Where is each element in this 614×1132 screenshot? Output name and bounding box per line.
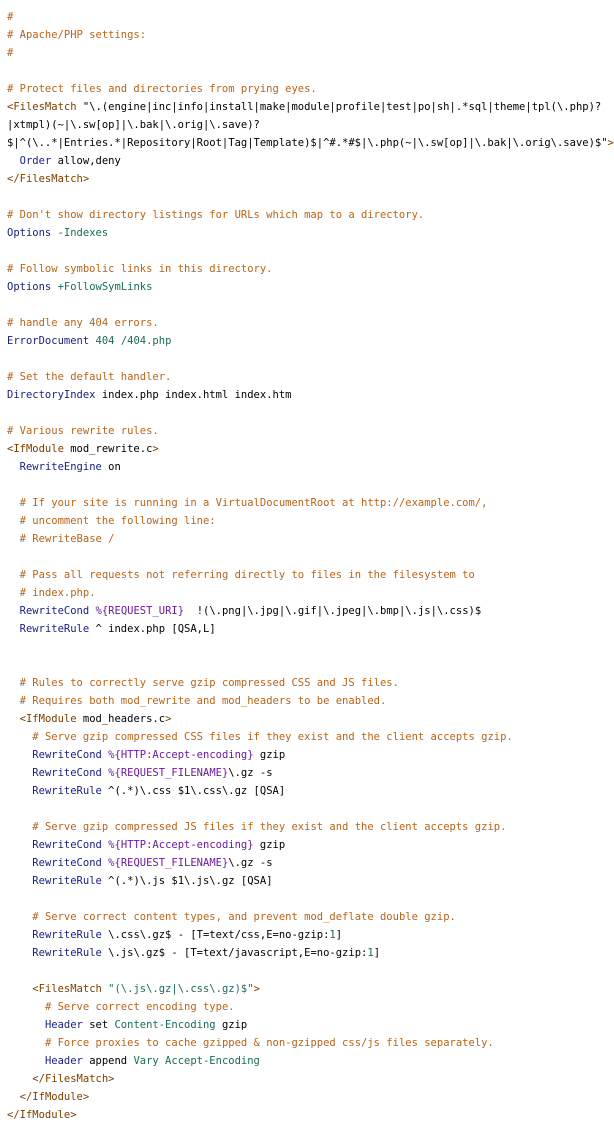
code-line (7, 638, 600, 656)
code-line (7, 998, 600, 1016)
code-token-comment: # Serve gzip compressed CSS files if they exist and the client accepts gzip. (32, 731, 513, 743)
code-token-text (7, 875, 32, 887)
code-line (7, 836, 600, 854)
code-token-value: +FollowSymLinks (57, 281, 153, 293)
code-line (7, 908, 600, 926)
code-token-text (7, 839, 32, 851)
code-token-directive: DirectoryIndex (7, 389, 96, 401)
code-token-text (7, 1019, 45, 1031)
code-token-text (7, 911, 32, 923)
code-token-comment: # Set the default handler. (7, 371, 172, 383)
code-token-text: on (101, 461, 121, 473)
code-token-text: \.css\.gz$ - [T=text/css,E=no-gzip: (101, 929, 330, 941)
code-token-text (7, 533, 20, 545)
code-token-text (7, 713, 20, 725)
code-line (7, 422, 600, 440)
code-line (7, 296, 600, 314)
code-line (7, 188, 600, 206)
code-line (7, 1016, 600, 1034)
code-token-comment: # Pass all requests not referring directly to files in the filesystem to (19, 569, 475, 581)
code-token-text (7, 605, 20, 617)
code-token-text: index.php index.html index.htm (95, 389, 292, 401)
code-line (7, 368, 600, 386)
code-line (7, 206, 600, 224)
code-token-text (7, 695, 20, 707)
code-token-tag: <IfModule (7, 443, 71, 455)
code-token-directive: RewriteCond (32, 857, 102, 869)
code-line (7, 872, 600, 890)
code-token-text: \.gz -s (228, 857, 273, 869)
code-line (7, 260, 600, 278)
code-token-text (7, 857, 32, 869)
code-line (7, 440, 600, 458)
code-line (7, 26, 600, 44)
code-token-text: gzip (253, 749, 286, 761)
code-token-comment: # handle any 404 errors. (7, 317, 159, 329)
code-line (7, 764, 600, 782)
code-line (7, 1088, 600, 1106)
code-line (7, 980, 600, 998)
code-line (7, 404, 600, 422)
code-token-comment: # RewriteBase / (19, 533, 115, 545)
code-line (7, 584, 600, 602)
code-token-text: gzip (253, 839, 286, 851)
code-token-text: set (82, 1019, 115, 1031)
code-line (7, 854, 600, 872)
code-token-comment: # uncomment the following line: (19, 515, 216, 527)
code-line (7, 800, 600, 818)
code-token-text (7, 1037, 45, 1049)
code-token-comment: # Apache/PHP settings: (7, 29, 147, 41)
code-token-text (7, 767, 32, 779)
code-token-var: %{HTTP:Accept-encoding} (108, 839, 254, 851)
code-token-text: \.js\.gz$ - [T=text/javascript,E=no-gzip: (101, 947, 368, 959)
code-token-tag: </IfModule> (7, 1109, 77, 1121)
code-line (7, 8, 600, 26)
code-line (7, 170, 600, 188)
code-token-text (7, 821, 32, 833)
code-token-text: append (82, 1055, 134, 1067)
code-token-comment: # Various rewrite rules. (7, 425, 159, 437)
code-token-text (7, 677, 20, 689)
code-line (7, 602, 600, 620)
code-token-tag: </IfModule> (19, 1091, 90, 1103)
code-line (7, 278, 600, 296)
code-line (7, 98, 600, 116)
code-line (7, 1070, 600, 1088)
code-token-directive: ErrorDocument (7, 335, 90, 347)
code-token-text (7, 1091, 20, 1103)
code-line (7, 242, 600, 260)
code-line (7, 116, 600, 134)
code-token-text (7, 929, 32, 941)
code-line (7, 710, 600, 728)
code-line (7, 746, 600, 764)
code-token-text (7, 785, 32, 797)
code-line (7, 674, 600, 692)
code-token-text (7, 749, 32, 761)
code-token-text (7, 1073, 32, 1085)
code-token-text: ] (335, 929, 343, 941)
code-token-value: 404 (95, 335, 115, 347)
code-line (7, 134, 614, 152)
code-line (7, 566, 600, 584)
code-line (7, 728, 600, 746)
code-line (7, 350, 600, 368)
code-token-text: mod_headers.c (82, 713, 166, 725)
code-token-tag: <IfModule (19, 713, 83, 725)
code-line (7, 332, 600, 350)
code-token-value: /404.php (120, 335, 172, 347)
code-token-directive: Header (44, 1019, 83, 1031)
code-token-directive: Order (19, 155, 52, 167)
code-token-directive: Options (7, 227, 52, 239)
code-token-text: |xtmpl)(~|\.sw[op]|\.bak|\.orig|\.save)? (7, 119, 260, 131)
code-token-var: %{REQUEST_FILENAME} (108, 857, 229, 869)
code-token-text: [QSA,L] (171, 623, 216, 635)
code-token-value: 1 (367, 947, 374, 959)
code-token-tag: </FilesMatch> (32, 1073, 115, 1085)
code-token-value: Vary Accept-Encoding (133, 1055, 260, 1067)
code-line (7, 80, 600, 98)
code-token-text (7, 461, 20, 473)
code-token-directive: RewriteCond (19, 605, 90, 617)
code-token-text: "\.(engine|inc|info|install|make|module|profile|test|po|sh|.*sql|theme|tpl(\.php)? (82, 101, 602, 113)
code-token-text (7, 1001, 45, 1013)
code-token-tag: > (253, 983, 260, 995)
code-token-text (7, 515, 20, 527)
code-token-text: ^(.*)\.css $1\.css\.gz [QSA] (101, 785, 286, 797)
code-token-comment: # Follow symbolic links in this directory. (7, 263, 273, 275)
code-token-text: !(\.png|\.jpg|\.gif|\.jpeg|\.bmp|\.js|\.css)$ (184, 605, 482, 617)
code-token-directive: RewriteCond (32, 767, 102, 779)
code-line (7, 1052, 600, 1070)
code-token-value: -Indexes (57, 227, 109, 239)
code-line (7, 494, 600, 512)
code-token-tag: <FilesMatch (7, 101, 83, 113)
code-line (7, 620, 600, 638)
code-token-text (7, 623, 20, 635)
code-token-directive: RewriteRule (32, 929, 102, 941)
code-token-text (7, 497, 20, 509)
code-line (7, 458, 600, 476)
code-token-comment: # Rules to correctly serve gzip compressed CSS and JS files. (19, 677, 399, 689)
code-token-directive: Options (7, 281, 52, 293)
code-token-directive: RewriteCond (32, 839, 102, 851)
code-token-comment: # Serve correct content types, and prevent mod_deflate double gzip. (32, 911, 456, 923)
code-token-var: %{REQUEST_FILENAME} (108, 767, 229, 779)
code-token-text: ] (373, 947, 381, 959)
code-token-text: gzip (215, 1019, 248, 1031)
code-token-comment: # (7, 11, 14, 23)
code-line (7, 476, 600, 494)
code-token-text: ^(.*)\.js $1\.js\.gz [QSA] (101, 875, 273, 887)
code-token-directive: Header (44, 1055, 83, 1067)
code-token-tag: > (607, 137, 614, 149)
code-line (7, 818, 600, 836)
code-token-comment: # If your site is running in a VirtualDocumentRoot at http://example.com/, (19, 497, 488, 509)
code-token-text (7, 587, 20, 599)
code-token-comment: # Serve gzip compressed JS files if they exist and the client accepts gzip. (32, 821, 507, 833)
code-token-tag: > (152, 443, 159, 455)
code-line (7, 962, 600, 980)
code-line (7, 512, 600, 530)
code-line (7, 1106, 600, 1124)
code-token-var: %{HTTP:Accept-encoding} (108, 749, 254, 761)
code-line (7, 548, 600, 566)
code-token-text: \.gz -s (228, 767, 273, 779)
code-token-tag: </FilesMatch> (7, 173, 90, 185)
code-token-directive: RewriteCond (32, 749, 102, 761)
code-token-comment: # (7, 47, 14, 59)
code-line (7, 944, 600, 962)
code-token-text (7, 947, 32, 959)
code-line (7, 782, 600, 800)
code-line (7, 692, 600, 710)
code-token-var: %{REQUEST_URI} (95, 605, 185, 617)
code-token-directive: RewriteEngine (19, 461, 102, 473)
code-token-text: allow,deny (51, 155, 121, 167)
code-token-comment: # Protect files and directories from prying eyes. (7, 83, 317, 95)
code-line (7, 926, 600, 944)
code-line (7, 314, 600, 332)
code-token-text (7, 569, 20, 581)
code-token-tag: > (165, 713, 172, 725)
code-token-text: ^ index.php (89, 623, 172, 635)
code-line (7, 44, 600, 62)
code-token-comment: # Requires both mod_rewrite and mod_headers to be enabled. (19, 695, 387, 707)
code-token-directive: RewriteRule (32, 875, 102, 887)
code-token-value: "(\.js\.gz|\.css\.gz)$" (108, 983, 254, 995)
code-token-text: mod_rewrite.c (70, 443, 153, 455)
code-token-text (7, 731, 32, 743)
code-line (7, 1034, 600, 1052)
code-token-directive: RewriteRule (32, 947, 102, 959)
code-token-text (7, 983, 32, 995)
code-token-text: $|^(\..*|Entries.*|Repository|Root|Tag|Template)$|^#.*#$|\.php(~|\.sw[op]|\.bak|\.orig\.save)$" (7, 137, 608, 149)
code-token-comment: # Force proxies to cache gzipped & non-gzipped css/js files separately. (44, 1037, 494, 1049)
code-token-tag: <FilesMatch (32, 983, 109, 995)
code-token-comment: # Serve correct encoding type. (44, 1001, 235, 1013)
code-line (7, 530, 600, 548)
code-token-directive: RewriteRule (32, 785, 102, 797)
code-token-text (7, 155, 20, 167)
code-token-text (7, 1055, 45, 1067)
code-line (7, 890, 600, 908)
code-line (7, 386, 600, 404)
code-line (7, 62, 600, 80)
code-line (7, 656, 600, 674)
code-token-directive: RewriteRule (19, 623, 90, 635)
code-token-comment: # Don't show directory listings for URLs which map to a directory. (7, 209, 425, 221)
code-line (7, 224, 600, 242)
code-token-value: 1 (329, 929, 336, 941)
code-token-value: Content-Encoding (114, 1019, 216, 1031)
code-line (7, 152, 600, 170)
code-token-comment: # index.php. (19, 587, 96, 599)
